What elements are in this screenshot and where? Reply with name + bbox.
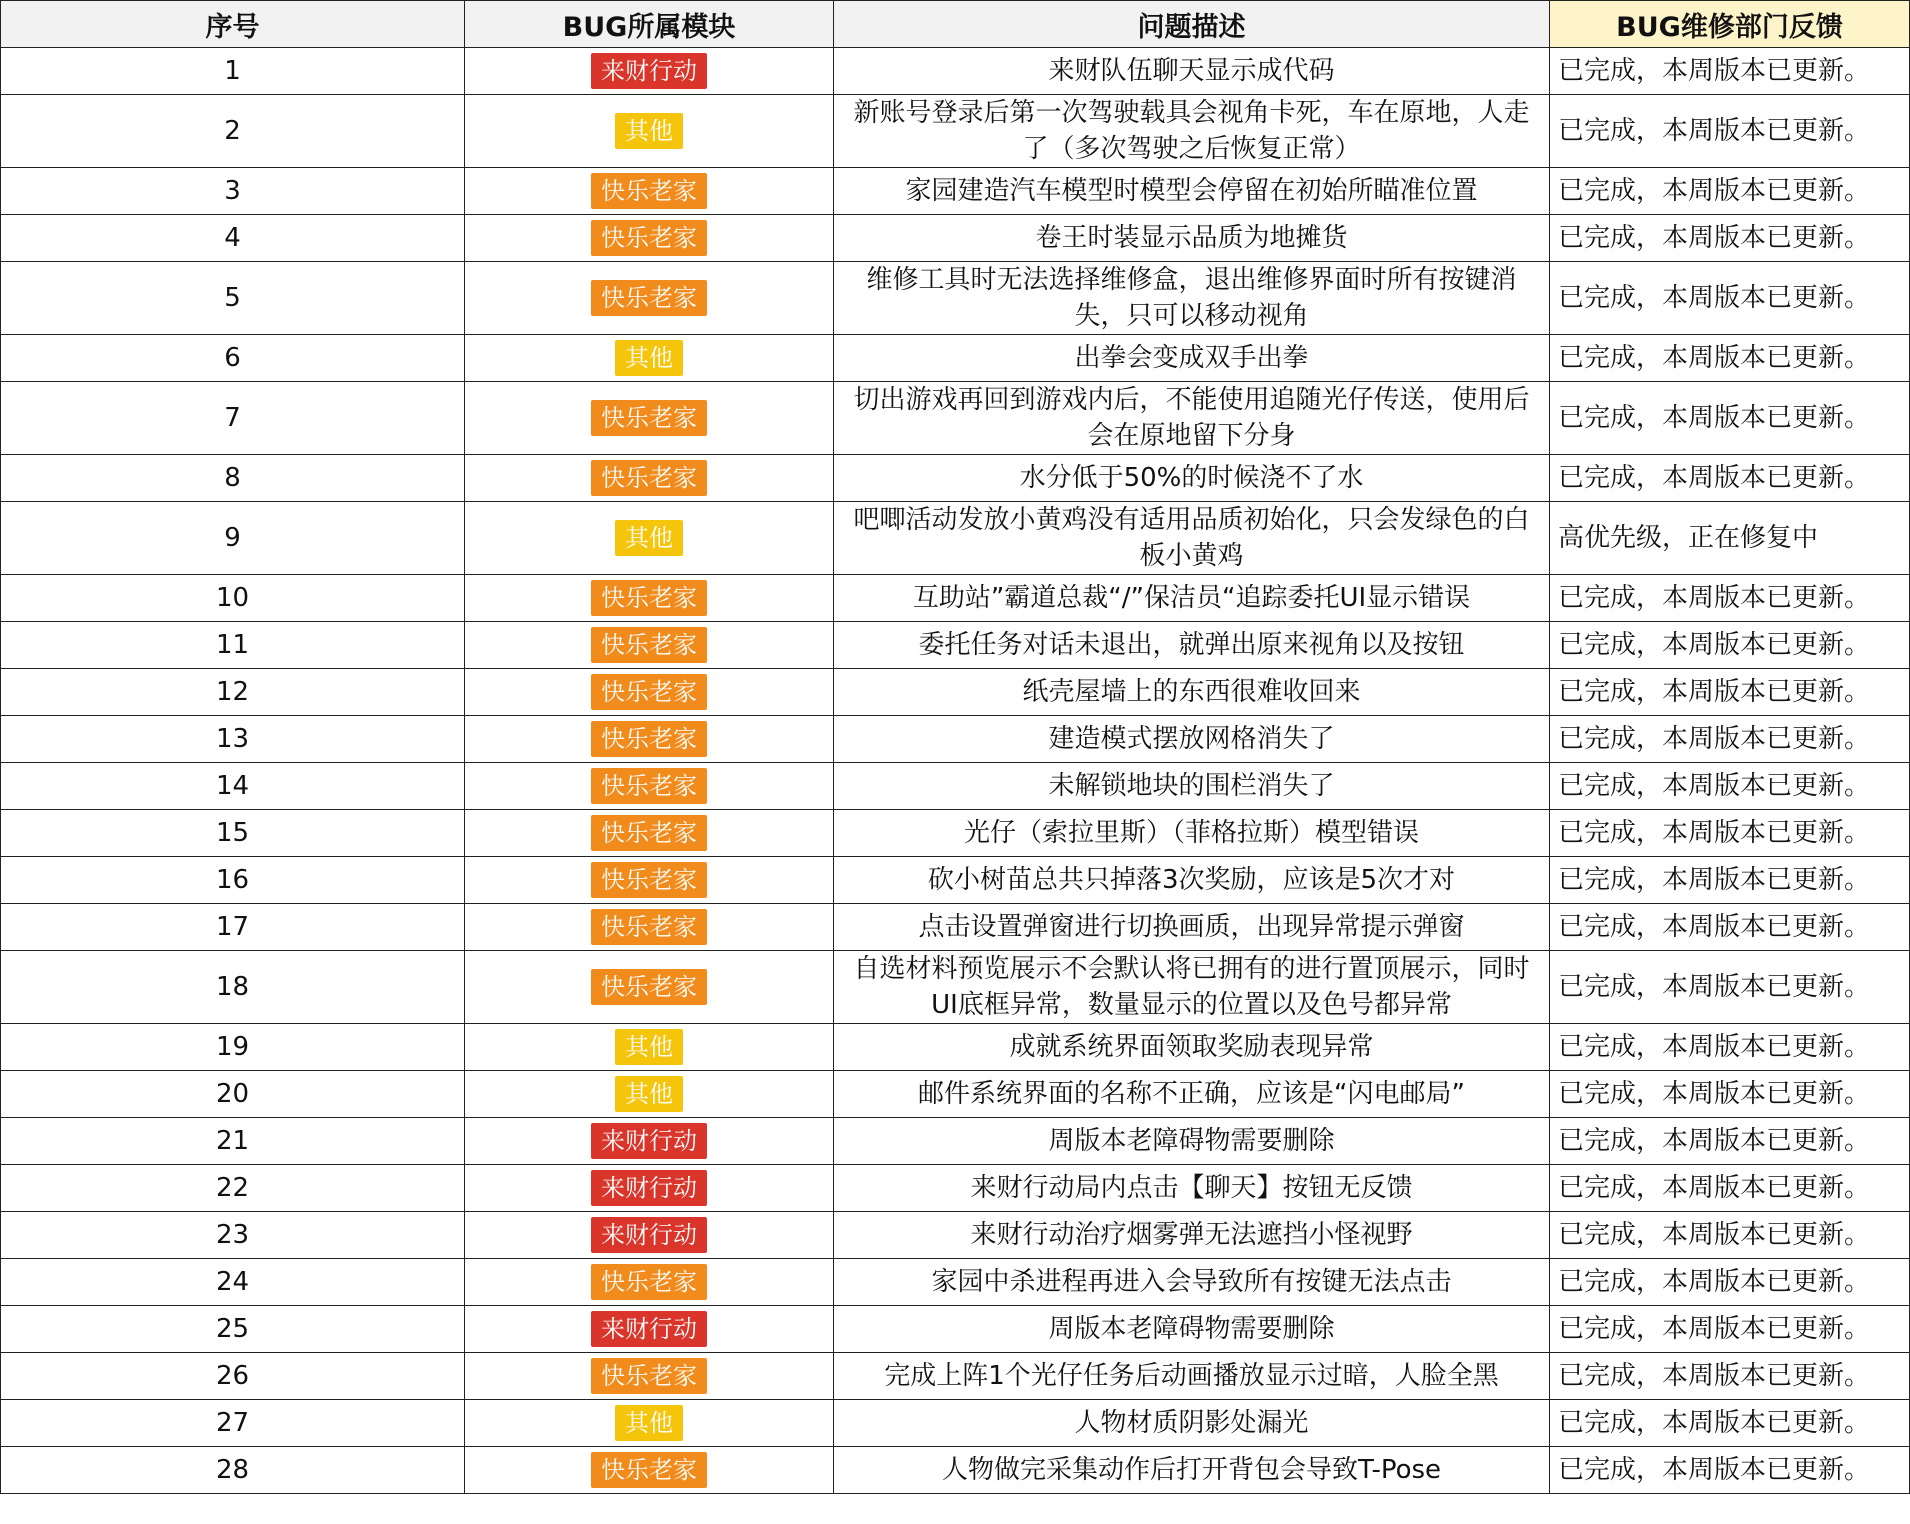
table-row: [1, 262, 1910, 335]
module-cell: [465, 669, 834, 716]
repair-feedback: 已完成，本周版本已更新。: [1550, 1024, 1910, 1071]
module-cell: [465, 502, 834, 575]
table-row: [1, 1024, 1910, 1071]
repair-feedback: 已完成，本周版本已更新。: [1550, 1212, 1910, 1259]
module-cell: [465, 1165, 834, 1212]
module-badge: 快乐老家: [591, 1358, 707, 1394]
row-number: 6: [1, 335, 465, 382]
row-number: 24: [1, 1259, 465, 1306]
repair-feedback: 已完成，本周版本已更新。: [1550, 262, 1910, 335]
issue-description: 点击设置弹窗进行切换画质，出现异常提示弹窗: [834, 904, 1550, 951]
header-number: 序号: [1, 1, 465, 48]
repair-feedback: 已完成，本周版本已更新。: [1550, 1118, 1910, 1165]
module-badge: 其他: [615, 113, 683, 149]
row-number: 19: [1, 1024, 465, 1071]
header-feedback: BUG维修部门反馈: [1550, 1, 1910, 48]
repair-feedback: 已完成，本周版本已更新。: [1550, 575, 1910, 622]
row-number: 27: [1, 1400, 465, 1447]
table-row: [1, 168, 1910, 215]
module-cell: [465, 335, 834, 382]
module-cell: [465, 382, 834, 455]
table-row: [1, 1259, 1910, 1306]
module-badge: 快乐老家: [591, 460, 707, 496]
module-badge: 其他: [615, 1405, 683, 1441]
row-number: 28: [1, 1447, 465, 1494]
issue-description: 纸壳屋墙上的东西很难收回来: [834, 669, 1550, 716]
repair-feedback: 已完成，本周版本已更新。: [1550, 904, 1910, 951]
table-row: [1, 1400, 1910, 1447]
module-badge: 快乐老家: [591, 969, 707, 1005]
row-number: 8: [1, 455, 465, 502]
row-number: 3: [1, 168, 465, 215]
row-number: 26: [1, 1353, 465, 1400]
repair-feedback: 已完成，本周版本已更新。: [1550, 622, 1910, 669]
issue-description: 家园建造汽车模型时模型会停留在初始所瞄准位置: [834, 168, 1550, 215]
module-badge: 来财行动: [591, 1217, 707, 1253]
module-cell: [465, 1071, 834, 1118]
repair-feedback: 已完成，本周版本已更新。: [1550, 215, 1910, 262]
repair-feedback: 已完成，本周版本已更新。: [1550, 1071, 1910, 1118]
issue-description: 来财行动局内点击【聊天】按钮无反馈: [834, 1165, 1550, 1212]
module-cell: [465, 1306, 834, 1353]
row-number: 4: [1, 215, 465, 262]
row-number: 16: [1, 857, 465, 904]
issue-description: 人物材质阴影处漏光: [834, 1400, 1550, 1447]
repair-feedback: 已完成，本周版本已更新。: [1550, 335, 1910, 382]
module-cell: [465, 48, 834, 95]
table-row: [1, 1212, 1910, 1259]
module-badge: 快乐老家: [591, 1264, 707, 1300]
module-badge: 快乐老家: [591, 862, 707, 898]
module-badge: 来财行动: [591, 53, 707, 89]
repair-feedback: 已完成，本周版本已更新。: [1550, 48, 1910, 95]
row-number: 21: [1, 1118, 465, 1165]
table-row: [1, 951, 1910, 1024]
issue-description: 家园中杀进程再进入会导致所有按键无法点击: [834, 1259, 1550, 1306]
module-badge: 来财行动: [591, 1123, 707, 1159]
table-row: [1, 716, 1910, 763]
table-row: [1, 857, 1910, 904]
module-cell: [465, 763, 834, 810]
module-cell: [465, 215, 834, 262]
module-cell: [465, 622, 834, 669]
module-cell: [465, 1212, 834, 1259]
table-row: [1, 904, 1910, 951]
issue-description: 委托任务对话未退出，就弹出原来视角以及按钮: [834, 622, 1550, 669]
table-row: [1, 382, 1910, 455]
module-badge: 快乐老家: [591, 580, 707, 616]
repair-feedback: 高优先级，正在修复中: [1550, 502, 1910, 575]
module-badge: 快乐老家: [591, 768, 707, 804]
table-row: [1, 95, 1910, 168]
module-cell: [465, 575, 834, 622]
repair-feedback: 已完成，本周版本已更新。: [1550, 716, 1910, 763]
module-badge: 快乐老家: [591, 1452, 707, 1488]
issue-description: 卷王时装显示品质为地摊货: [834, 215, 1550, 262]
module-cell: [465, 810, 834, 857]
module-cell: [465, 904, 834, 951]
row-number: 9: [1, 502, 465, 575]
repair-feedback: 已完成，本周版本已更新。: [1550, 382, 1910, 455]
table-row: [1, 1306, 1910, 1353]
issue-description: 完成上阵1个光仔任务后动画播放显示过暗，人脸全黑: [834, 1353, 1550, 1400]
table-row: [1, 1118, 1910, 1165]
module-cell: [465, 455, 834, 502]
module-badge: 快乐老家: [591, 280, 707, 316]
repair-feedback: 已完成，本周版本已更新。: [1550, 1400, 1910, 1447]
table-row: [1, 1447, 1910, 1494]
module-cell: [465, 262, 834, 335]
module-cell: [465, 1353, 834, 1400]
row-number: 12: [1, 669, 465, 716]
module-cell: [465, 1447, 834, 1494]
repair-feedback: 已完成，本周版本已更新。: [1550, 810, 1910, 857]
table-row: [1, 810, 1910, 857]
table-row: [1, 763, 1910, 810]
issue-description: 未解锁地块的围栏消失了: [834, 763, 1550, 810]
row-number: 23: [1, 1212, 465, 1259]
issue-description: 新账号登录后第一次驾驶载具会视角卡死，车在原地，人走了（多次驾驶之后恢复正常）: [834, 95, 1550, 168]
repair-feedback: 已完成，本周版本已更新。: [1550, 455, 1910, 502]
module-cell: [465, 1024, 834, 1071]
header-module: BUG所属模块: [465, 1, 834, 48]
issue-description: 切出游戏再回到游戏内后，不能使用追随光仔传送，使用后会在原地留下分身: [834, 382, 1550, 455]
issue-description: 成就系统界面领取奖励表现异常: [834, 1024, 1550, 1071]
module-cell: [465, 95, 834, 168]
issue-description: 周版本老障碍物需要删除: [834, 1118, 1550, 1165]
module-badge: 快乐老家: [591, 400, 707, 436]
table-row: [1, 575, 1910, 622]
module-badge: 其他: [615, 1029, 683, 1065]
row-number: 1: [1, 48, 465, 95]
module-cell: [465, 716, 834, 763]
module-badge: 来财行动: [591, 1311, 707, 1347]
table-row: [1, 455, 1910, 502]
repair-feedback: 已完成，本周版本已更新。: [1550, 168, 1910, 215]
module-badge: 快乐老家: [591, 173, 707, 209]
repair-feedback: 已完成，本周版本已更新。: [1550, 1306, 1910, 1353]
row-number: 5: [1, 262, 465, 335]
issue-description: 水分低于50%的时候浇不了水: [834, 455, 1550, 502]
table-row: [1, 502, 1910, 575]
issue-description: 来财队伍聊天显示成代码: [834, 48, 1550, 95]
issue-description: 自选材料预览展示不会默认将已拥有的进行置顶展示，同时UI底框异常，数量显示的位置以及色号都异常: [834, 951, 1550, 1024]
module-badge: 快乐老家: [591, 674, 707, 710]
module-cell: [465, 857, 834, 904]
header-row: [1, 1, 1910, 48]
module-badge: 快乐老家: [591, 909, 707, 945]
module-cell: [465, 1259, 834, 1306]
issue-description: 维修工具时无法选择维修盒，退出维修界面时所有按键消失，只可以移动视角: [834, 262, 1550, 335]
header-description: 问题描述: [834, 1, 1550, 48]
row-number: 25: [1, 1306, 465, 1353]
module-cell: [465, 168, 834, 215]
table-row: [1, 1353, 1910, 1400]
issue-description: 吧唧活动发放小黄鸡没有适用品质初始化，只会发绿色的白板小黄鸡: [834, 502, 1550, 575]
repair-feedback: 已完成，本周版本已更新。: [1550, 1259, 1910, 1306]
row-number: 2: [1, 95, 465, 168]
row-number: 22: [1, 1165, 465, 1212]
table-row: [1, 335, 1910, 382]
module-badge: 来财行动: [591, 1170, 707, 1206]
table-row: [1, 669, 1910, 716]
module-badge: 快乐老家: [591, 721, 707, 757]
issue-description: 光仔（索拉里斯）（菲格拉斯）模型错误: [834, 810, 1550, 857]
table-row: [1, 1071, 1910, 1118]
module-badge: 快乐老家: [591, 815, 707, 851]
row-number: 18: [1, 951, 465, 1024]
issue-description: 来财行动治疗烟雾弹无法遮挡小怪视野: [834, 1212, 1550, 1259]
module-badge: 其他: [615, 340, 683, 376]
repair-feedback: 已完成，本周版本已更新。: [1550, 95, 1910, 168]
module-badge: 其他: [615, 1076, 683, 1112]
repair-feedback: 已完成，本周版本已更新。: [1550, 1165, 1910, 1212]
issue-description: 周版本老障碍物需要删除: [834, 1306, 1550, 1353]
issue-description: 建造模式摆放网格消失了: [834, 716, 1550, 763]
module-cell: [465, 1118, 834, 1165]
repair-feedback: 已完成，本周版本已更新。: [1550, 1353, 1910, 1400]
row-number: 14: [1, 763, 465, 810]
issue-description: 砍小树苗总共只掉落3次奖励，应该是5次才对: [834, 857, 1550, 904]
table-row: [1, 1165, 1910, 1212]
row-number: 13: [1, 716, 465, 763]
table-row: [1, 215, 1910, 262]
row-number: 7: [1, 382, 465, 455]
row-number: 15: [1, 810, 465, 857]
module-badge: 快乐老家: [591, 220, 707, 256]
table-row: [1, 622, 1910, 669]
module-cell: [465, 951, 834, 1024]
repair-feedback: 已完成，本周版本已更新。: [1550, 857, 1910, 904]
module-badge: 快乐老家: [591, 627, 707, 663]
repair-feedback: 已完成，本周版本已更新。: [1550, 1447, 1910, 1494]
repair-feedback: 已完成，本周版本已更新。: [1550, 669, 1910, 716]
row-number: 11: [1, 622, 465, 669]
issue-description: 人物做完采集动作后打开背包会导致T-Pose: [834, 1447, 1550, 1494]
row-number: 20: [1, 1071, 465, 1118]
issue-description: 互助站”霸道总裁“/”保洁员“追踪委托UI显示错误: [834, 575, 1550, 622]
repair-feedback: 已完成，本周版本已更新。: [1550, 951, 1910, 1024]
repair-feedback: 已完成，本周版本已更新。: [1550, 763, 1910, 810]
issue-description: 邮件系统界面的名称不正确，应该是“闪电邮局”: [834, 1071, 1550, 1118]
row-number: 17: [1, 904, 465, 951]
table-body: [1, 48, 1910, 1494]
row-number: 10: [1, 575, 465, 622]
issue-description: 出拳会变成双手出拳: [834, 335, 1550, 382]
module-cell: [465, 1400, 834, 1447]
table-row: [1, 48, 1910, 95]
module-badge: 其他: [615, 520, 683, 556]
